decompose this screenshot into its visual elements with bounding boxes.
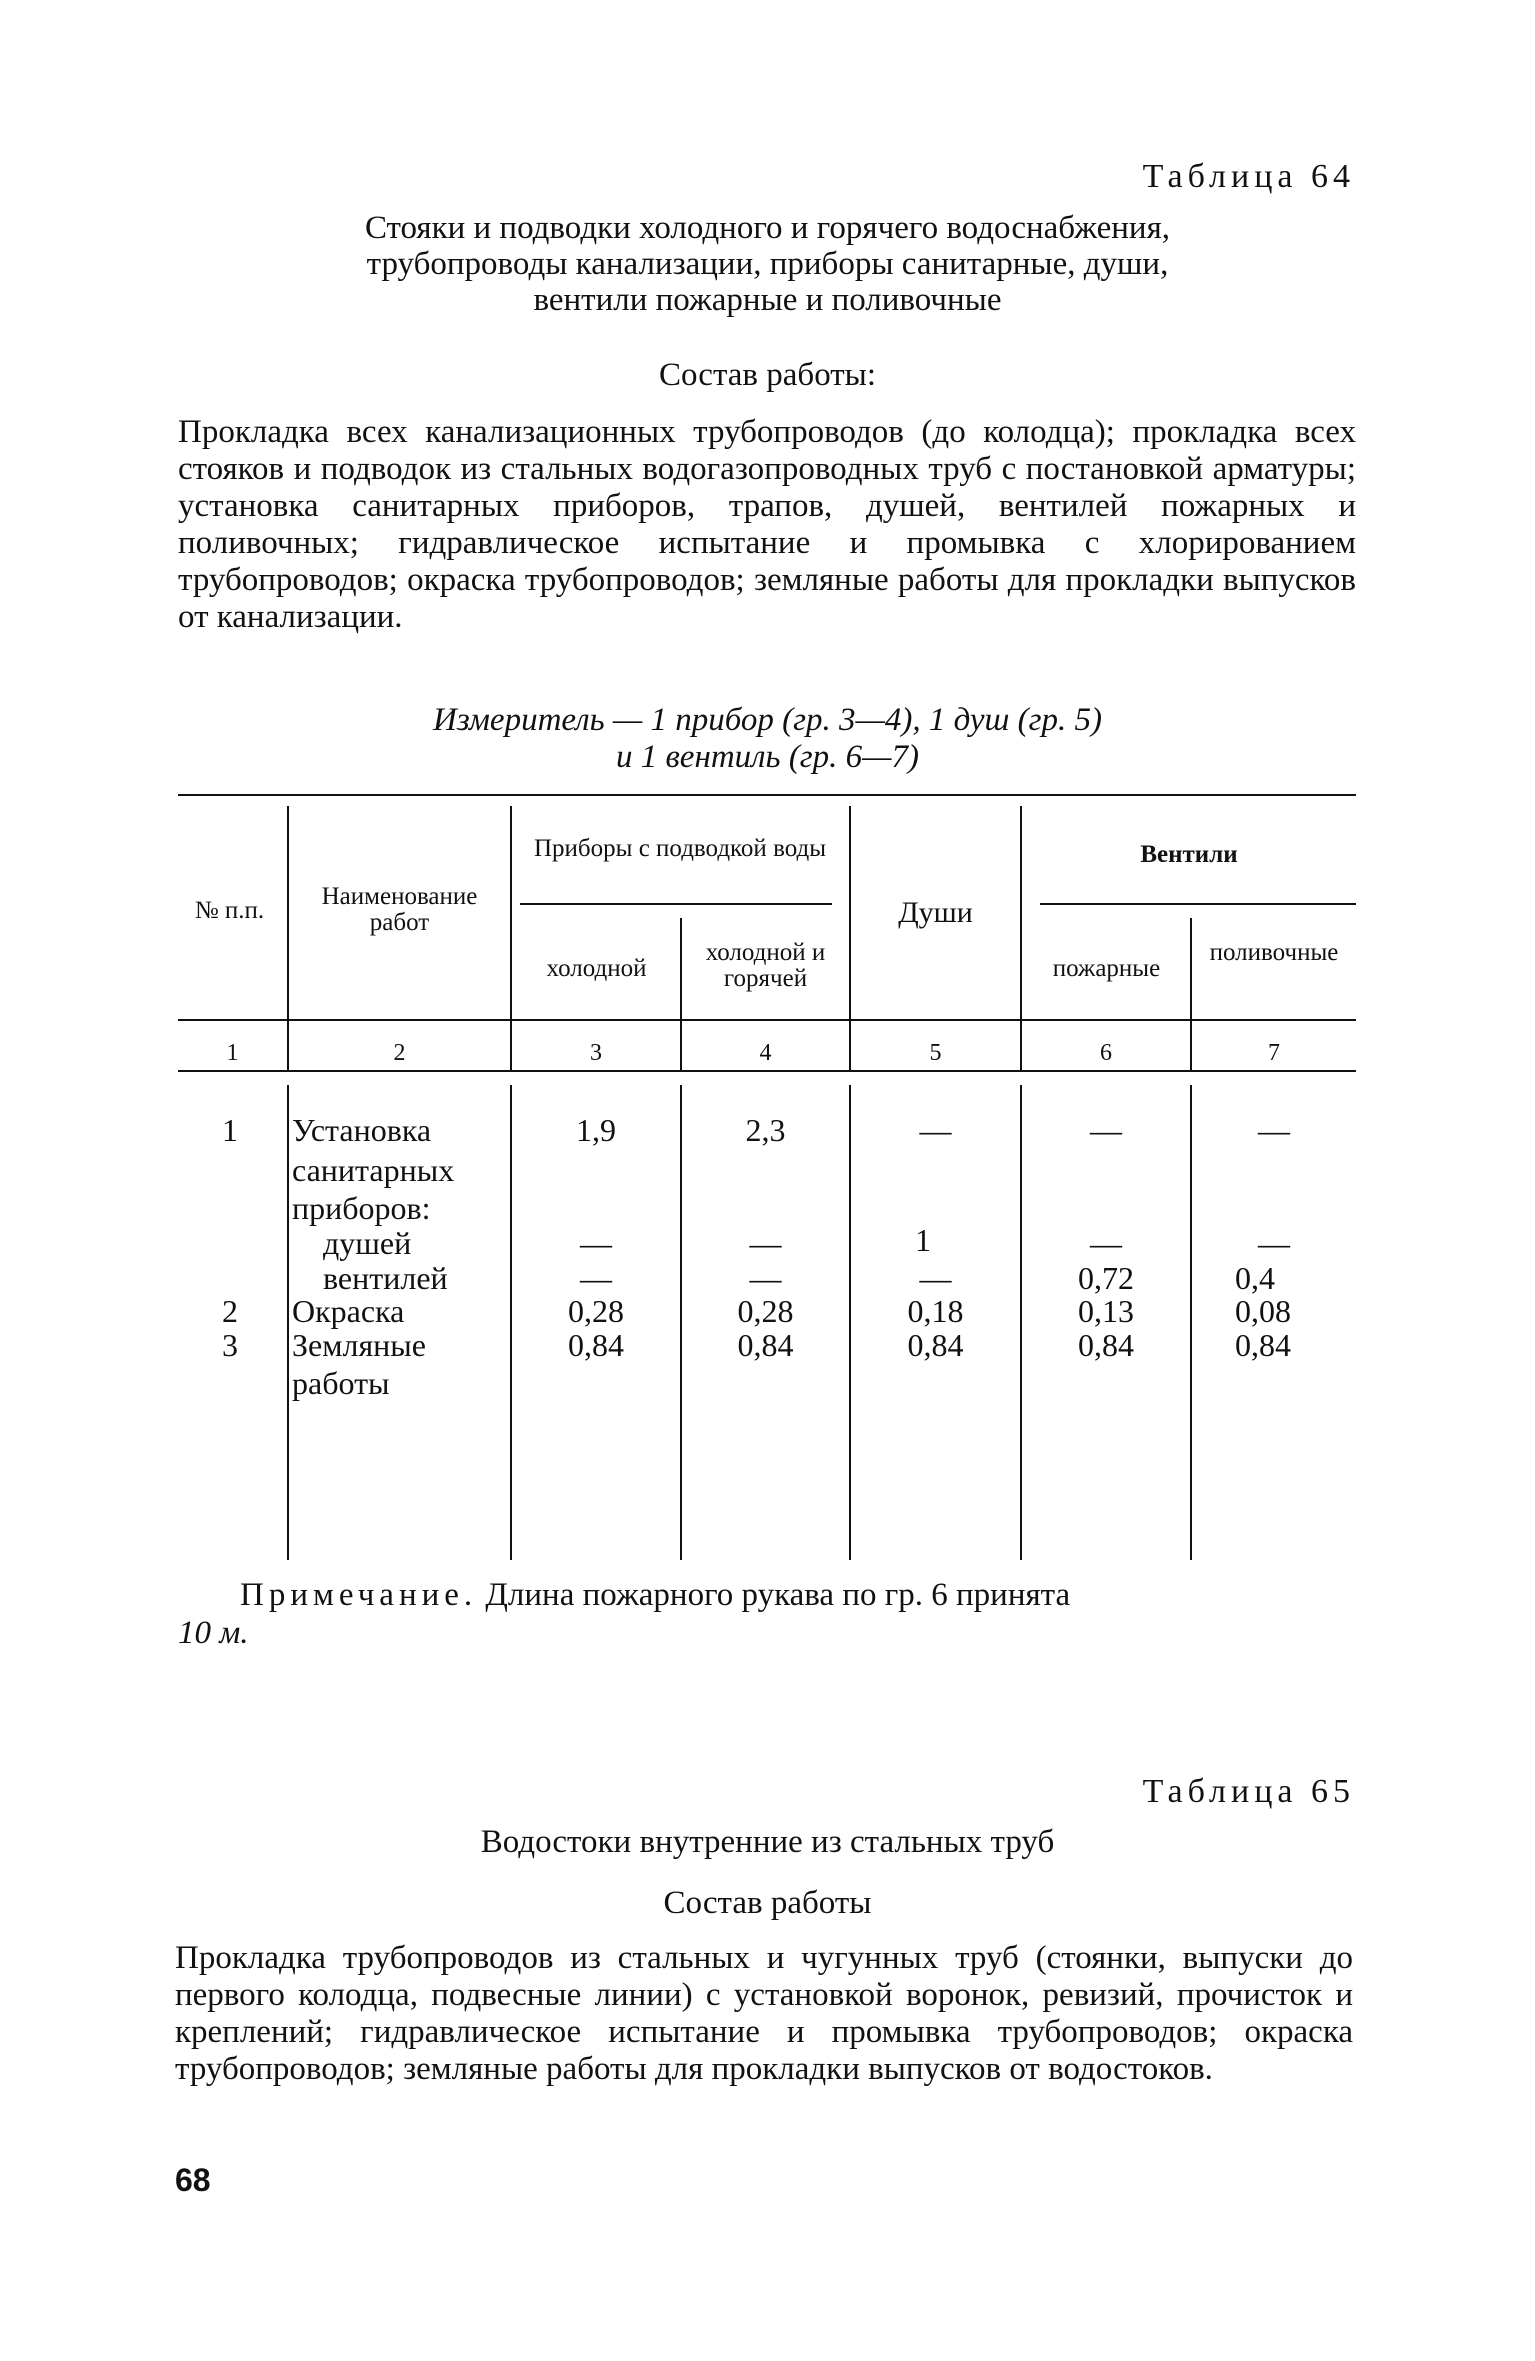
cell-name: Окраска — [292, 1293, 405, 1329]
table-65-title: Водостоки внутренние из стальных труб — [480, 1824, 1055, 1860]
cell-name: санитарных — [292, 1152, 455, 1188]
header-valves: Вентили — [1140, 841, 1238, 868]
col-number-6: 6 — [1100, 1040, 1112, 1066]
cell-name: приборов: — [292, 1190, 431, 1226]
cell-num: 3 — [222, 1327, 238, 1363]
cell-c6: 0,84 — [1078, 1327, 1134, 1363]
cell-c5: — — [919, 1260, 952, 1296]
col-number-7: 7 — [1268, 1040, 1280, 1066]
note-text-continued: 10 м. — [178, 1615, 249, 1651]
header-cold: холодной — [546, 955, 647, 982]
measure-line: Измеритель — 1 прибор (гр. 3—4), 1 душ (гр. 5) и 1 вентиль (гр. 6—7) — [432, 702, 1103, 775]
col-number-3: 3 — [590, 1040, 602, 1066]
cell-c7: — — [1258, 1225, 1290, 1261]
header-name: Наименование работ — [321, 883, 478, 936]
cell-name: Установка — [292, 1112, 432, 1148]
table-65-label: Таблица 65 — [1142, 1773, 1355, 1810]
cell-name: работы — [292, 1365, 390, 1401]
header-cold-hot: холодной и горячей — [705, 939, 826, 992]
cell-num: 2 — [222, 1293, 238, 1329]
cell-c4: — — [749, 1260, 782, 1296]
header-showers: Души — [898, 896, 973, 929]
cell-c7: 0,08 — [1235, 1293, 1291, 1329]
cell-c4: — — [749, 1225, 782, 1261]
cell-name: Земляные — [292, 1327, 426, 1363]
cell-c3: 0,28 — [568, 1293, 624, 1329]
cell-c4: 0,84 — [737, 1327, 794, 1363]
col-number-5: 5 — [929, 1040, 942, 1066]
cell-c5: — — [919, 1112, 952, 1148]
cell-c6: — — [1090, 1112, 1122, 1148]
cell-c7: 0,84 — [1235, 1327, 1291, 1363]
work-text-65: Прокладка трубопроводов из стальных и чугунных труб (стоянки, выпуски до первого колодца, подвесные линии) с установкой воронок, ревизий, прочисток и креплений; гидравлическое испытание и промывка трубопроводов; окраска трубопроводов; земляные работы для прокладки выпусков от водостоков. — [175, 1940, 1353, 2087]
cell-c3: — — [580, 1225, 612, 1261]
table-64-label: Таблица 64 — [1142, 158, 1355, 195]
cell-num: 1 — [222, 1112, 238, 1148]
work-text-64: Прокладка всех канализационных трубопроводов (до колодца); прокладка всех стояков и подводок из стальных водогазопроводных труб с постановкой арматуры; установка санитарных приборов, трапов, душей, вентилей пожарных и поливочных; гидравлическое испытание и промывка с хлорированием трубопроводов; окраска трубопроводов; земляные работы для прокладки выпусков от канализации. — [178, 414, 1356, 635]
note-label: Примечание. — [240, 1577, 478, 1613]
cell-c4: 2,3 — [745, 1112, 786, 1148]
col-number-2: 2 — [393, 1040, 406, 1066]
header-num: № п.п. — [194, 897, 265, 924]
cell-c3: 0,84 — [568, 1327, 624, 1363]
cell-c7: 0,4 — [1235, 1260, 1275, 1296]
work-heading-65: Состав работы — [663, 1885, 872, 1921]
header-devices: Приборы с подводкой воды — [534, 835, 826, 862]
cell-c5: 0,18 — [907, 1293, 964, 1329]
table-64-note — [240, 1577, 1356, 1614]
col-number-1: 1 — [226, 1040, 239, 1066]
cell-c3: 1,9 — [576, 1112, 616, 1148]
cell-c5: 0,84 — [907, 1327, 964, 1363]
cell-c6: 0,13 — [1078, 1293, 1134, 1329]
cell-name: душей — [323, 1225, 412, 1261]
header-watering: поливочные — [1209, 939, 1339, 966]
table-64-title: Стояки и подводки холодного и горячего водоснабжения, трубопроводы канализации, приборы санитарные, души, вентили пожарные и поливочные — [364, 210, 1171, 318]
cell-c4: 0,28 — [737, 1293, 794, 1329]
cell-name: вентилей — [323, 1260, 448, 1296]
cell-c5: 1 — [915, 1222, 931, 1258]
note-text: Длина пожарного рукава по гр. 6 принята — [477, 1577, 1071, 1613]
page-number: 68 — [175, 2162, 211, 2198]
cell-c6: — — [1090, 1225, 1122, 1261]
header-fire: пожарные — [1052, 955, 1161, 982]
col-number-4: 4 — [759, 1040, 772, 1066]
work-heading-64: Состав работы: — [658, 357, 877, 393]
cell-c3: — — [580, 1260, 612, 1296]
cell-c6: 0,72 — [1078, 1260, 1134, 1296]
cell-c7: — — [1258, 1112, 1290, 1148]
